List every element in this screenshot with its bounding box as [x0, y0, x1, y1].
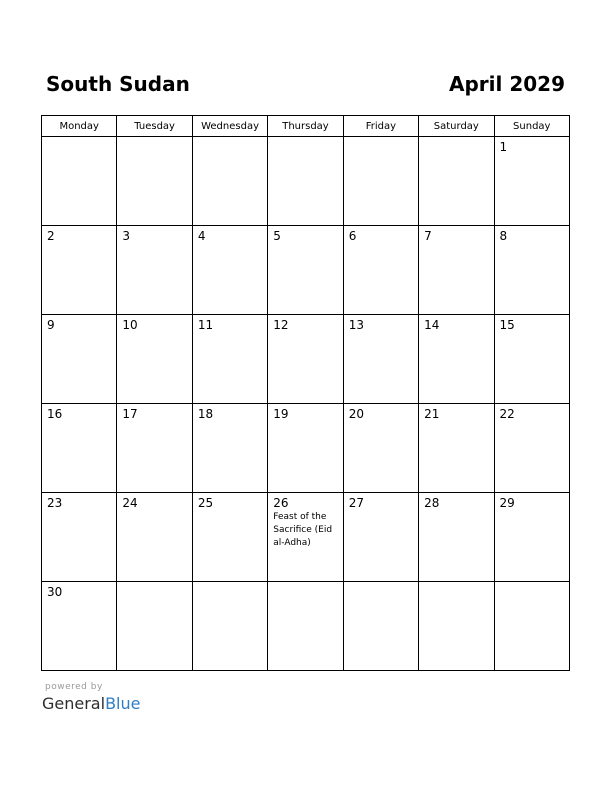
- empty-day-cell: [419, 582, 494, 671]
- day-number: 5: [273, 229, 281, 243]
- week-row: [42, 582, 570, 671]
- day-number: 11: [197, 318, 214, 332]
- empty-day-cell: [268, 582, 343, 671]
- day-number: 10: [122, 318, 138, 332]
- day-number: 6: [348, 229, 357, 243]
- week-row: [42, 493, 570, 582]
- weekday-header: Friday: [343, 116, 418, 137]
- day-cell: [192, 404, 267, 493]
- weekday-header: Thursday: [268, 116, 343, 137]
- day-number: 26: [273, 496, 289, 510]
- day-cell: [268, 315, 343, 404]
- weekday-header: Saturday: [419, 116, 494, 137]
- day-number: 28: [424, 496, 440, 510]
- day-cell: [268, 493, 343, 582]
- day-cell: [343, 226, 418, 315]
- day-cell: [192, 226, 267, 315]
- day-cell: [343, 404, 418, 493]
- day-number: 30: [47, 585, 63, 599]
- day-cell: [268, 404, 343, 493]
- day-number: 23: [47, 496, 63, 510]
- day-cell: [117, 404, 192, 493]
- calendar-body: [42, 137, 570, 671]
- empty-day-cell: [343, 582, 418, 671]
- day-number: 18: [197, 407, 214, 421]
- empty-day-cell: [192, 137, 267, 226]
- day-cell: [494, 226, 569, 315]
- day-cell: [494, 137, 569, 226]
- empty-day-cell: [42, 137, 117, 226]
- day-cell: [42, 493, 117, 582]
- day-number: 19: [273, 407, 289, 421]
- day-number: 24: [122, 496, 138, 510]
- day-number: 14: [424, 318, 440, 332]
- day-number: 27: [348, 496, 364, 510]
- day-cell: [117, 493, 192, 582]
- day-cell: [343, 493, 418, 582]
- day-cell: [419, 493, 494, 582]
- day-cell: [494, 404, 569, 493]
- day-number: 21: [424, 407, 440, 421]
- day-cell: [494, 493, 569, 582]
- footer-branding: [42, 682, 140, 715]
- day-number: 29: [499, 496, 515, 510]
- day-cell: [419, 315, 494, 404]
- week-row: [42, 226, 570, 315]
- day-cell: [117, 315, 192, 404]
- day-cell: [419, 404, 494, 493]
- week-row: [42, 404, 570, 493]
- day-number: 22: [499, 407, 515, 421]
- day-number: 16: [47, 407, 63, 421]
- day-cell: [192, 493, 267, 582]
- day-number: 9: [47, 318, 55, 332]
- month-title: April 2029: [449, 72, 565, 96]
- day-number: 3: [122, 229, 131, 243]
- calendar-grid: [41, 115, 570, 671]
- day-number: 8: [499, 229, 508, 243]
- day-number: 2: [47, 229, 55, 243]
- day-cell: [42, 315, 117, 404]
- weekday-header: Wednesday: [192, 116, 267, 137]
- day-number: 25: [197, 496, 214, 510]
- day-number: 15: [499, 318, 515, 332]
- calendar-header: [46, 70, 565, 98]
- day-cell: [268, 226, 343, 315]
- powered-by-text: powered by: [45, 682, 103, 692]
- country-title: South Sudan: [46, 72, 190, 96]
- empty-day-cell: [117, 137, 192, 226]
- day-number: 13: [348, 318, 364, 332]
- day-number: 1: [499, 140, 508, 154]
- day-cell: [117, 226, 192, 315]
- empty-day-cell: [268, 137, 343, 226]
- weekday-header: Monday: [42, 116, 117, 137]
- logo-blue-text: Blue: [105, 694, 141, 713]
- day-number: 4: [197, 229, 206, 243]
- empty-day-cell: [117, 582, 192, 671]
- week-row: [42, 315, 570, 404]
- day-cell: [42, 226, 117, 315]
- logo-general-text: General: [42, 694, 106, 713]
- day-cell: [343, 315, 418, 404]
- day-number: 7: [424, 229, 432, 243]
- weekday-header-row: [42, 116, 570, 137]
- generalblue-logo[interactable]: [42, 693, 140, 715]
- holiday-label: Feast of the Sacrifice (Eid al-Adha): [273, 512, 333, 548]
- day-cell: [494, 315, 569, 404]
- day-cell: [192, 315, 267, 404]
- empty-day-cell: [343, 137, 418, 226]
- day-cell: [42, 582, 117, 671]
- day-number: 20: [348, 407, 364, 421]
- day-number: 12: [273, 318, 289, 332]
- day-cell: [42, 404, 117, 493]
- weekday-header: Tuesday: [117, 116, 192, 137]
- empty-day-cell: [494, 582, 569, 671]
- empty-day-cell: [419, 137, 494, 226]
- weekday-header: Sunday: [494, 116, 569, 137]
- day-number: 17: [122, 407, 138, 421]
- empty-day-cell: [192, 582, 267, 671]
- week-row: [42, 137, 570, 226]
- day-cell: [419, 226, 494, 315]
